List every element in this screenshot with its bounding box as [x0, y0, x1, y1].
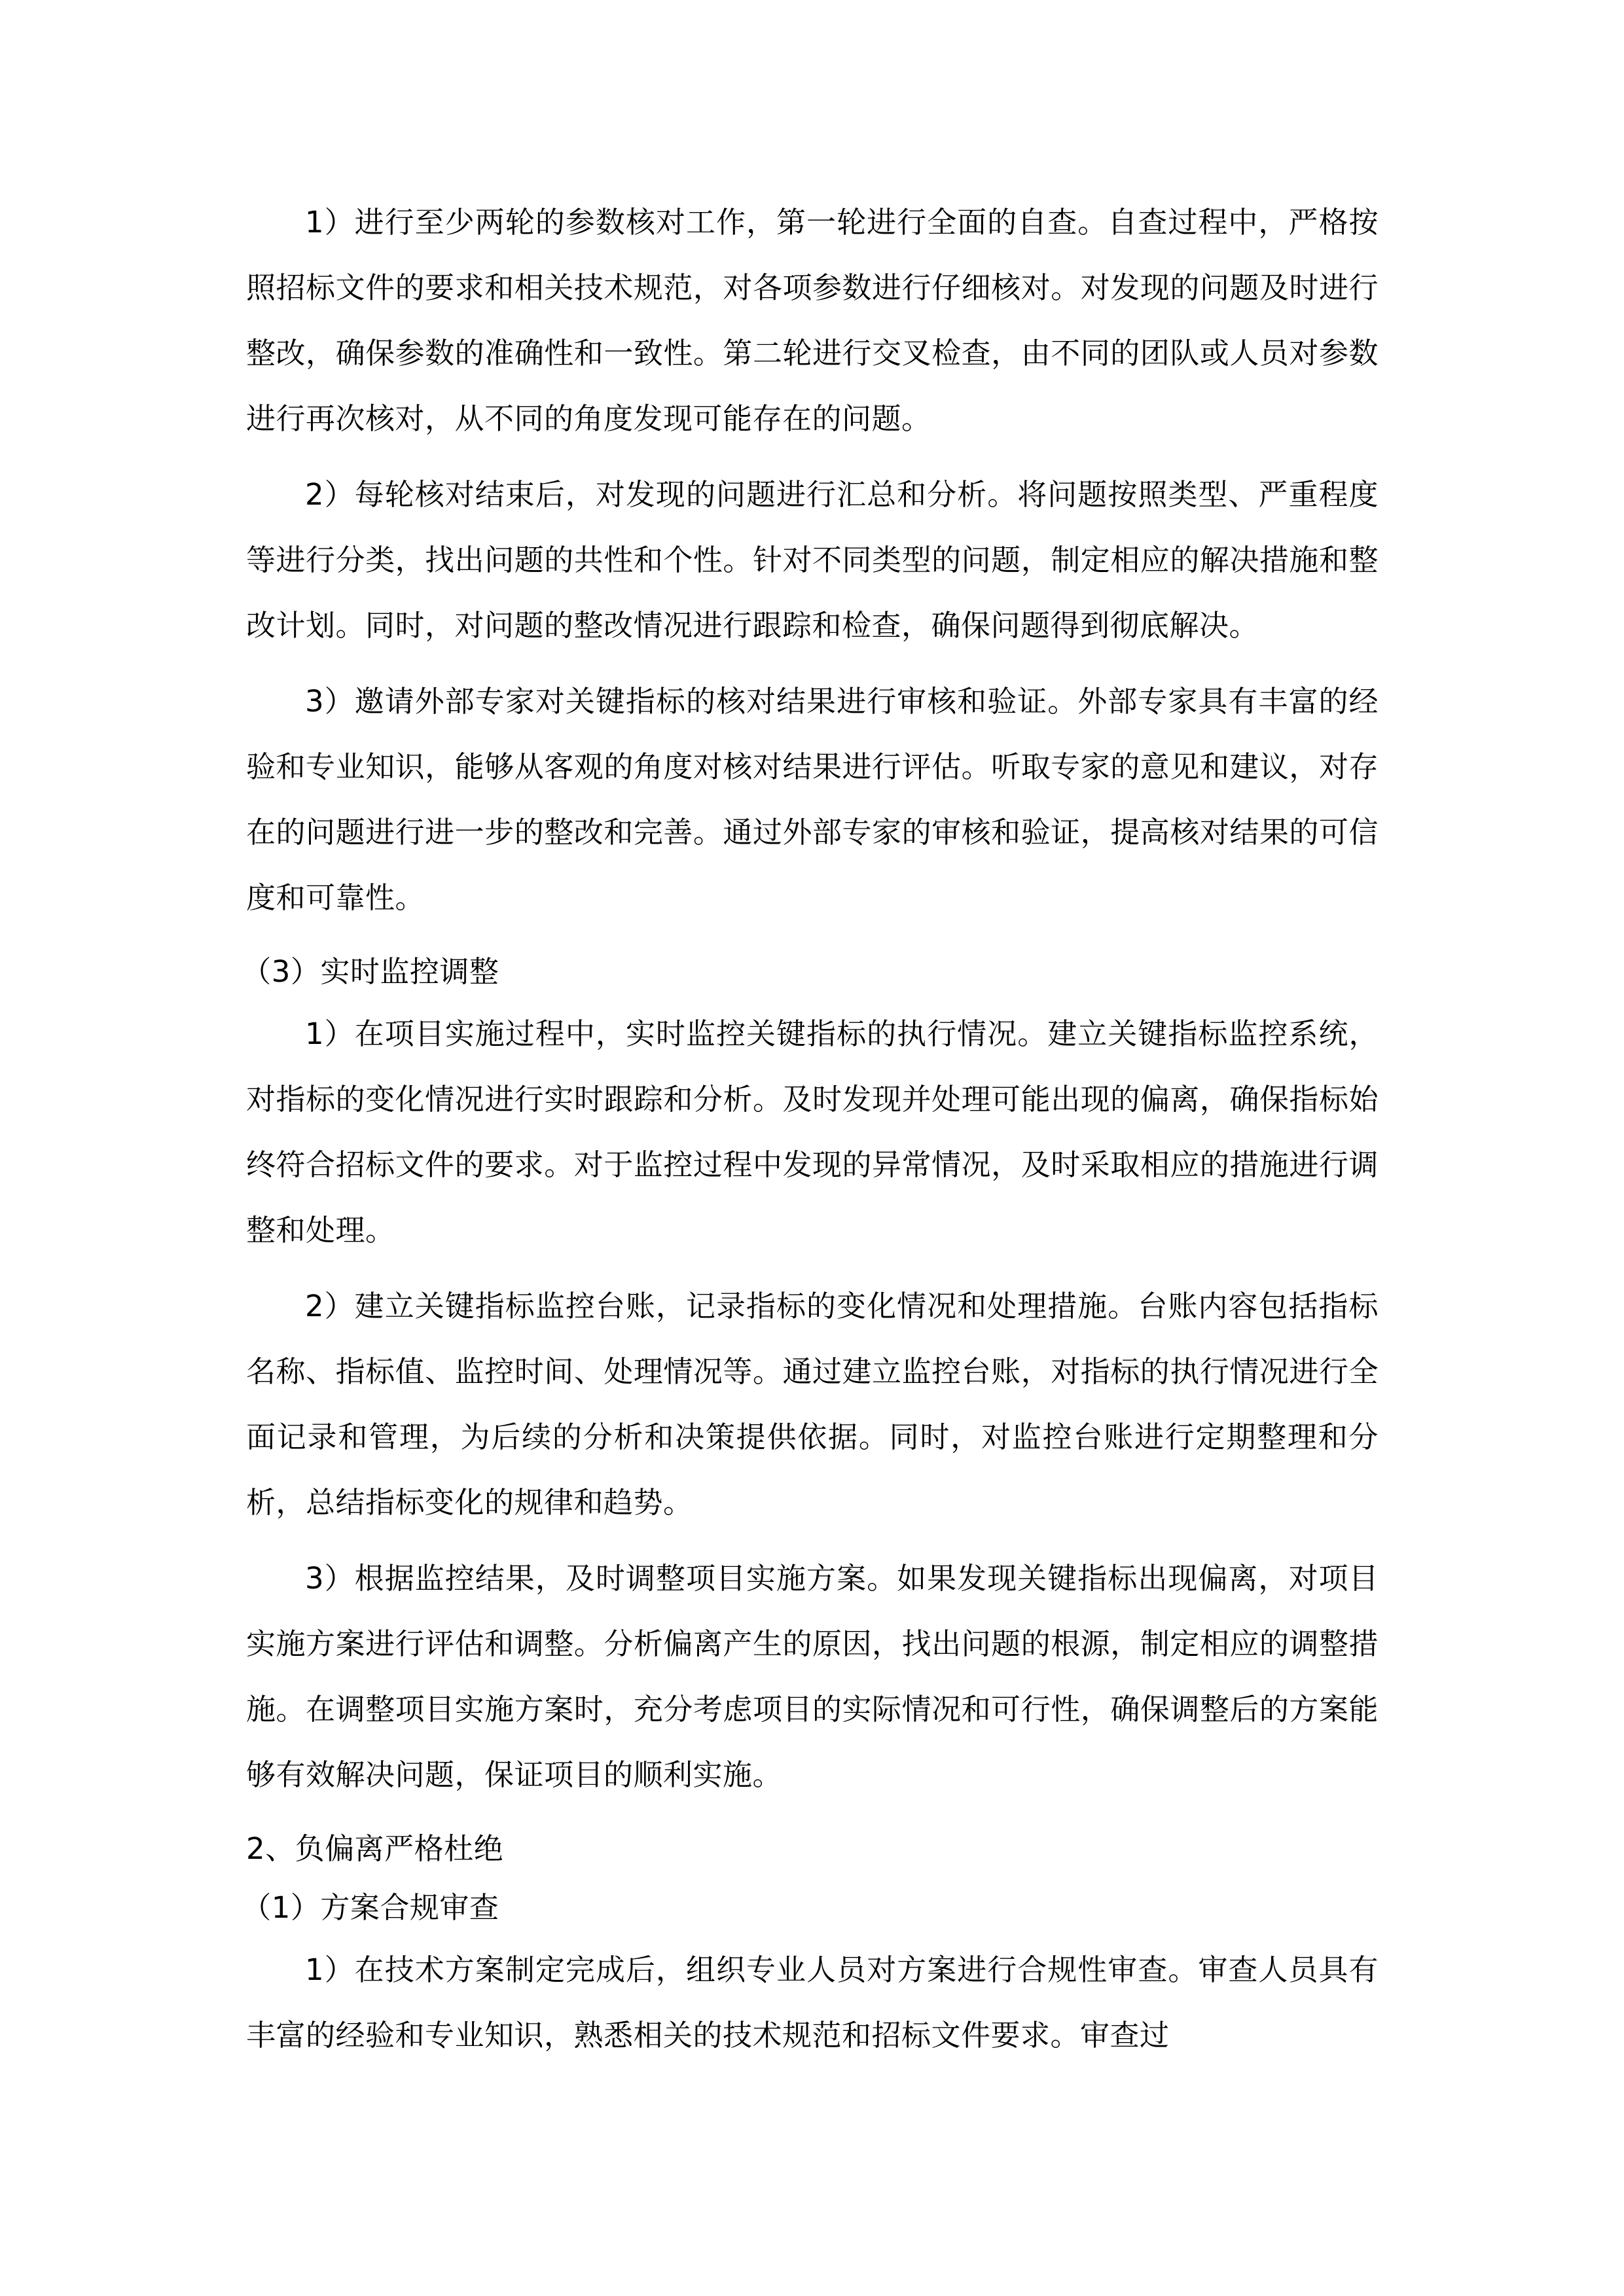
paragraph-2: 2）每轮核对结束后，对发现的问题进行汇总和分析。将问题按照类型、严重程度等进行分类，找出问题的共性和个性。针对不同类型的问题，制定相应的解决措施和整改计划。同时，对问题的整改情况进行跟踪和检查，确保问题得到彻底解决。 — [246, 477, 1379, 643]
section-heading-negative-deviation: 2、负偏离严格杜绝 — [246, 1831, 504, 1866]
paragraph-6: 3）根据监控结果，及时调整项目实施方案。如果发现关键指标出现偏离，对项目实施方案进行评估和调整。分析偏离产生的原因，找出问题的根源，制定相应的调整措施。在调整项目实施方案时，充分考虑项目的实际情况和可行性，确保调整后的方案能够有效解决问题，保证项目的顺利实施。 — [246, 1561, 1379, 1792]
paragraph-4: 1）在项目实施过程中，实时监控关键指标的执行情况。建立关键指标监控系统，对指标的变化情况进行实时跟踪和分析。及时发现并处理可能出现的偏离，确保指标始终符合招标文件的要求。对于监控过程中发现的异常情况，及时采取相应的措施进行调整和处理。 — [246, 1016, 1379, 1247]
paragraph-1: 1）进行至少两轮的参数核对工作，第一轮进行全面的自查。自查过程中，严格按照招标文件的要求和相关技术规范，对各项参数进行仔细核对。对发现的问题及时进行整改，确保参数的准确性和一致性。第二轮进行交叉检查，由不同的团队或人员对参数进行再次核对，从不同的角度发现可能存在的问题。 — [246, 205, 1379, 436]
paragraph-3: 3）邀请外部专家对关键指标的核对结果进行审核和验证。外部专家具有丰富的经验和专业知识，能够从客观的角度对核对结果进行评估。听取专家的意见和建议，对存在的问题进行进一步的整改和完善。通过外部专家的审核和验证，提高核对结果的可信度和可靠性。 — [246, 684, 1379, 915]
paragraph-5: 2）建立关键指标监控台账，记录指标的变化情况和处理措施。台账内容包括指标名称、指标值、监控时间、处理情况等。通过建立监控台账，对指标的执行情况进行全面记录和管理，为后续的分析和决策提供依据。同时，对监控台账进行定期整理和分析，总结指标变化的规律和趋势。 — [246, 1289, 1379, 1520]
document-page — [242, 190, 1379, 2153]
section-heading-compliance-review: （1）方案合规审查 — [242, 1890, 499, 1925]
paragraph-7: 1）在技术方案制定完成后，组织专业人员对方案进行合规性审查。审查人员具有丰富的经验和专业知识，熟悉相关的技术规范和招标文件要求。审查过 — [246, 1952, 1379, 2053]
section-heading-realtime-monitoring: （3）实时监控调整 — [242, 954, 499, 989]
